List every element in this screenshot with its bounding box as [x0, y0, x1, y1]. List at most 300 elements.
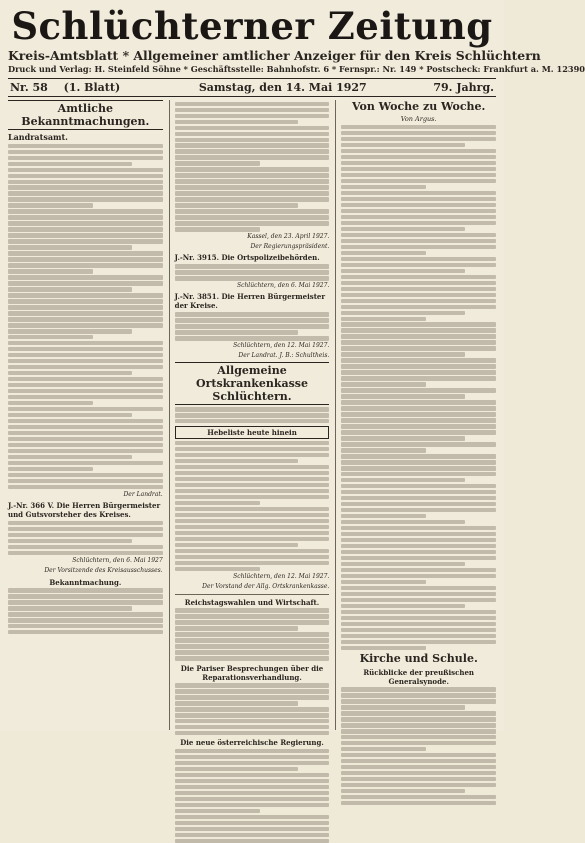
text-line — [8, 144, 163, 148]
text-line — [341, 305, 496, 309]
text-line — [175, 441, 330, 445]
columns — [8, 100, 496, 748]
text-line — [341, 687, 496, 691]
text-line — [341, 777, 496, 781]
text-line — [8, 251, 163, 255]
text-line — [341, 149, 496, 153]
text-line — [341, 221, 496, 225]
text-line — [8, 594, 163, 598]
news-heading-3: Die neue österreichische Regierung. — [180, 738, 324, 748]
text-line — [341, 711, 496, 715]
text-line — [8, 407, 163, 411]
text-line — [341, 454, 496, 458]
text-line — [175, 453, 330, 457]
text-line — [175, 138, 330, 142]
text-line — [341, 592, 496, 596]
text-line — [8, 365, 163, 369]
notice-date-4: Schlüchtern, den 12. Mai 1927. — [233, 342, 330, 350]
text-line — [341, 622, 496, 626]
text-line — [175, 773, 330, 777]
text-line — [175, 644, 330, 648]
text-line — [341, 125, 496, 129]
text-line — [341, 394, 465, 398]
text-line — [175, 525, 330, 529]
text-line — [341, 556, 496, 560]
text-line — [175, 221, 330, 225]
official-notices-heading: Amtliche Bekanntmachungen. — [8, 100, 163, 130]
text-line — [175, 203, 299, 207]
text-line — [341, 729, 496, 733]
text-line — [8, 245, 132, 249]
text-line — [341, 137, 496, 141]
text-line — [8, 437, 163, 441]
text-line — [341, 430, 496, 434]
text-line — [8, 389, 163, 393]
text-line — [341, 233, 496, 237]
text-line — [175, 519, 330, 523]
text-line — [341, 562, 465, 566]
text-line — [175, 447, 330, 451]
signature-schultheis: Der Landrat. J. B.: Schultheis. — [238, 352, 330, 360]
text-line — [8, 275, 163, 279]
text-line — [341, 526, 496, 530]
text-line — [341, 406, 496, 410]
news-body-3 — [175, 749, 330, 843]
text-line — [175, 179, 330, 183]
notice-date-2: Kassel, den 23. April 1927. — [247, 233, 330, 241]
text-line — [175, 459, 299, 463]
text-line — [341, 574, 496, 578]
text-line — [175, 713, 330, 717]
text-line — [8, 287, 132, 291]
text-line — [8, 329, 132, 333]
column-official-notices — [8, 100, 163, 730]
text-line — [175, 495, 330, 499]
text-line — [8, 455, 132, 459]
text-line — [341, 340, 496, 344]
text-line — [175, 507, 330, 511]
text-line — [175, 264, 330, 268]
text-line — [175, 701, 299, 705]
text-line — [8, 269, 93, 273]
text-line — [8, 233, 163, 237]
text-line — [341, 215, 496, 219]
text-line — [175, 833, 330, 837]
text-line — [341, 317, 426, 321]
issue-line — [8, 79, 496, 96]
text-line — [8, 413, 132, 417]
text-line — [341, 502, 496, 506]
text-line — [175, 809, 260, 813]
text-line — [8, 449, 163, 453]
text-line — [341, 795, 496, 799]
text-line — [175, 155, 330, 159]
text-line — [175, 731, 330, 735]
column-weekly-review — [335, 100, 496, 730]
text-line — [341, 131, 496, 135]
text-line — [8, 239, 163, 243]
text-line — [8, 551, 163, 555]
text-line — [175, 513, 330, 517]
text-line — [341, 412, 496, 416]
text-line — [341, 496, 496, 500]
text-line — [341, 191, 496, 195]
newspaper-title: Schlüchterner Zeitung — [11, 4, 493, 48]
text-line — [175, 215, 330, 219]
text-line — [175, 318, 330, 322]
text-line — [8, 473, 163, 477]
text-line — [175, 120, 299, 124]
text-line — [341, 544, 496, 548]
text-line — [341, 693, 496, 697]
text-line — [175, 276, 330, 280]
text-line — [8, 521, 163, 525]
text-line — [341, 741, 496, 745]
notice-body-3 — [8, 588, 163, 634]
text-line — [175, 632, 330, 636]
text-line — [8, 485, 163, 489]
text-line — [341, 520, 465, 524]
text-line — [8, 539, 132, 543]
text-line — [175, 108, 330, 112]
text-line — [175, 209, 330, 213]
text-line — [8, 221, 163, 225]
text-line — [8, 600, 163, 604]
text-line — [341, 418, 496, 422]
text-line — [8, 624, 163, 628]
text-line — [175, 620, 330, 624]
text-line — [175, 638, 330, 642]
text-line — [341, 143, 465, 147]
church-school-heading: Kirche und Schule. — [359, 651, 478, 665]
notice-body-1 — [8, 144, 163, 490]
text-line — [175, 227, 260, 231]
text-line — [8, 425, 163, 429]
signature-regierungspraesident: Der Regierungspräsident. — [250, 243, 330, 251]
text-line — [8, 191, 163, 195]
notice-body-7 — [175, 407, 330, 423]
text-line — [341, 239, 496, 243]
signature-kreisausschuss: Der Vorsitzende des Kreisausschusses. — [44, 566, 163, 574]
text-line — [8, 353, 163, 357]
text-line — [8, 185, 163, 189]
text-line — [341, 472, 496, 476]
text-line — [8, 533, 163, 537]
text-line — [175, 683, 330, 687]
text-line — [175, 270, 330, 274]
text-line — [341, 801, 496, 805]
text-line — [175, 821, 330, 825]
text-line — [8, 305, 163, 309]
text-line — [175, 185, 330, 189]
text-line — [175, 827, 330, 831]
text-line — [175, 312, 330, 316]
text-line — [341, 299, 496, 303]
text-line — [341, 293, 496, 297]
text-line — [175, 465, 330, 469]
text-line — [175, 707, 330, 711]
text-line — [175, 531, 330, 535]
text-line — [175, 537, 330, 541]
text-line — [175, 413, 330, 417]
text-line — [341, 466, 496, 470]
notice-date-3: Schlüchtern, den 6. Mai 1927. — [236, 282, 330, 290]
text-line — [175, 785, 330, 789]
text-line — [175, 626, 299, 630]
text-line — [341, 364, 496, 368]
text-line — [8, 479, 163, 483]
text-line — [175, 555, 330, 559]
news-body-1 — [175, 608, 330, 660]
text-line — [341, 334, 496, 338]
text-line — [341, 424, 496, 428]
text-line — [341, 376, 496, 380]
text-line — [8, 162, 132, 166]
text-line — [8, 545, 163, 549]
text-line — [341, 490, 496, 494]
text-line — [341, 227, 465, 231]
text-line — [175, 407, 330, 411]
issue-volume: 79. Jahrg. — [433, 81, 494, 94]
ortskrankenkasse-heading: Allgemeine Ortskrankenkasse Schlüchtern. — [175, 362, 330, 405]
text-line — [8, 335, 93, 339]
text-line — [175, 725, 330, 729]
text-line — [341, 508, 496, 512]
text-line — [341, 759, 496, 763]
text-line — [175, 614, 330, 618]
text-line — [341, 598, 496, 602]
text-line — [341, 514, 426, 518]
text-line — [341, 311, 465, 315]
text-line — [341, 185, 426, 189]
text-line — [341, 610, 496, 614]
text-line — [341, 783, 496, 787]
text-line — [175, 839, 330, 843]
notice-body-5 — [175, 264, 330, 280]
hebeliste-heading: Hebeliste heute hinein — [175, 426, 330, 439]
weekly-review-body — [341, 125, 496, 650]
text-line — [175, 102, 330, 106]
signature-ortskrankenkasse: Der Vorstand der Allg. Ortskrankenkasse. — [202, 582, 330, 590]
text-line — [8, 311, 163, 315]
text-line — [8, 209, 163, 213]
text-line — [341, 628, 496, 632]
church-school-body — [341, 687, 496, 805]
text-line — [341, 179, 496, 183]
text-line — [341, 478, 465, 482]
issue-number: Nr. 58 — [10, 81, 48, 94]
text-line — [341, 442, 496, 446]
landratsamt-heading: Landratsamt. — [8, 132, 68, 142]
text-line — [175, 689, 330, 693]
publisher-line: Druck und Verlag: H. Steinfeld Söhne * Geschäftsstelle: Bahnhofstr. 6 * Fernspr.: Nr. 149 * Postscheck: Frankfurt a. M. 12390 — [8, 64, 585, 74]
text-line — [341, 550, 496, 554]
text-line — [341, 161, 496, 165]
notice-date-5: Schlüchtern, den 12. Mai 1927. — [233, 572, 330, 580]
text-line — [8, 443, 163, 447]
text-line — [8, 618, 163, 622]
text-line — [8, 174, 163, 178]
text-line — [8, 156, 163, 160]
text-line — [8, 150, 163, 154]
text-line — [175, 543, 299, 547]
text-line — [341, 765, 496, 769]
text-line — [341, 287, 496, 291]
text-line — [341, 257, 496, 261]
text-line — [341, 586, 496, 590]
text-line — [341, 197, 496, 201]
text-line — [341, 400, 496, 404]
notice-3851: J.-Nr. 3851. Die Herren Bürgermeister der Kreise. — [174, 292, 326, 311]
text-line — [341, 580, 426, 584]
church-school-subheading: Rückblicke der preußischen Generalsynode. — [363, 667, 474, 686]
text-line — [8, 527, 163, 531]
text-line — [341, 604, 465, 608]
text-line — [8, 341, 163, 345]
text-line — [8, 371, 132, 375]
text-line — [175, 719, 330, 723]
notice-366: J.-Nr. 366 V. Die Herren Bürgermeister und Gutsvorsteher des Kreises. — [8, 500, 161, 519]
issue-rule — [8, 96, 496, 97]
text-line — [341, 251, 426, 255]
text-line — [341, 388, 496, 392]
text-line — [175, 779, 330, 783]
weekly-review-heading: Von Woche zu Woche. — [351, 100, 486, 113]
text-line — [175, 330, 299, 334]
notice-body-8 — [175, 441, 330, 571]
text-line — [8, 377, 163, 381]
text-line — [8, 293, 163, 297]
text-line — [341, 263, 496, 267]
text-line — [341, 155, 496, 159]
weekly-review-byline: Von Argus. — [400, 115, 437, 123]
text-line — [341, 352, 465, 356]
issue-sheet: (1. Blatt) — [63, 81, 121, 94]
text-line — [341, 328, 496, 332]
text-line — [341, 789, 465, 793]
text-line — [8, 317, 163, 321]
text-line — [8, 588, 163, 592]
text-line — [341, 532, 496, 536]
text-line — [175, 132, 330, 136]
text-line — [8, 168, 163, 172]
text-line — [175, 803, 330, 807]
text-line — [175, 567, 260, 571]
text-line — [341, 771, 496, 775]
text-line — [175, 650, 330, 654]
text-line — [341, 167, 496, 171]
text-line — [175, 656, 330, 660]
text-line — [175, 761, 330, 765]
text-line — [341, 370, 496, 374]
text-line — [8, 467, 93, 471]
text-line — [8, 299, 163, 303]
text-line — [341, 460, 496, 464]
text-line — [341, 382, 426, 386]
text-line — [175, 767, 299, 771]
text-line — [341, 275, 496, 279]
text-line — [8, 203, 93, 207]
text-line — [175, 501, 260, 505]
text-line — [341, 322, 496, 326]
text-line — [175, 419, 330, 423]
text-line — [175, 549, 330, 553]
text-line — [341, 269, 465, 273]
text-line — [8, 395, 163, 399]
news-heading-2: Die Pariser Besprechungen über die Reparationsverhandlung. — [180, 663, 324, 682]
text-line — [175, 173, 330, 177]
text-line — [175, 167, 330, 171]
notice-date-1: Schlüchtern, den 6. Mai 1927 — [72, 556, 163, 564]
text-line — [341, 245, 496, 249]
text-line — [341, 209, 496, 213]
text-line — [175, 749, 330, 753]
text-line — [8, 431, 163, 435]
text-line — [175, 755, 330, 759]
text-line — [341, 735, 496, 739]
text-line — [175, 197, 330, 201]
text-line — [341, 436, 465, 440]
issue-date: Samstag, den 14. Mai 1927 — [198, 81, 367, 94]
text-line — [341, 484, 496, 488]
text-line — [8, 227, 163, 231]
text-line — [8, 257, 163, 261]
text-line — [175, 126, 330, 130]
text-line — [175, 161, 260, 165]
bekanntmachung-heading: Bekanntmachung. — [49, 577, 122, 587]
news-heading-1: Reichstagswahlen und Wirtschaft. — [184, 597, 320, 607]
text-line — [175, 815, 330, 819]
text-line — [8, 383, 163, 387]
text-line — [175, 324, 330, 328]
text-line — [8, 347, 163, 351]
notice-body-6 — [175, 312, 330, 340]
text-line — [341, 281, 496, 285]
text-line — [8, 281, 163, 285]
text-line — [341, 747, 426, 751]
text-line — [8, 359, 163, 363]
text-line — [175, 191, 330, 195]
text-line — [175, 149, 330, 153]
text-line — [341, 616, 496, 620]
text-line — [175, 114, 330, 118]
text-line — [175, 471, 330, 475]
text-line — [8, 606, 132, 610]
text-line — [8, 630, 163, 634]
text-line — [175, 336, 330, 340]
text-line — [175, 695, 330, 699]
text-line — [341, 203, 496, 207]
text-line — [175, 561, 330, 565]
text-line — [341, 346, 496, 350]
text-line — [341, 723, 496, 727]
text-line — [175, 477, 330, 481]
text-line — [341, 753, 496, 757]
text-line — [341, 173, 496, 177]
text-line — [175, 489, 330, 493]
text-line — [8, 401, 93, 405]
text-line — [341, 705, 465, 709]
column-notices-news — [169, 100, 330, 748]
text-line — [175, 797, 330, 801]
text-line — [175, 483, 330, 487]
text-line — [341, 717, 496, 721]
text-line — [8, 323, 163, 327]
text-line — [341, 568, 496, 572]
text-line — [8, 197, 163, 201]
text-line — [8, 215, 163, 219]
newspaper-subtitle: Kreis-Amtsblatt * Allgemeiner amtlicher Anzeiger für den Kreis Schlüchtern — [8, 48, 541, 63]
